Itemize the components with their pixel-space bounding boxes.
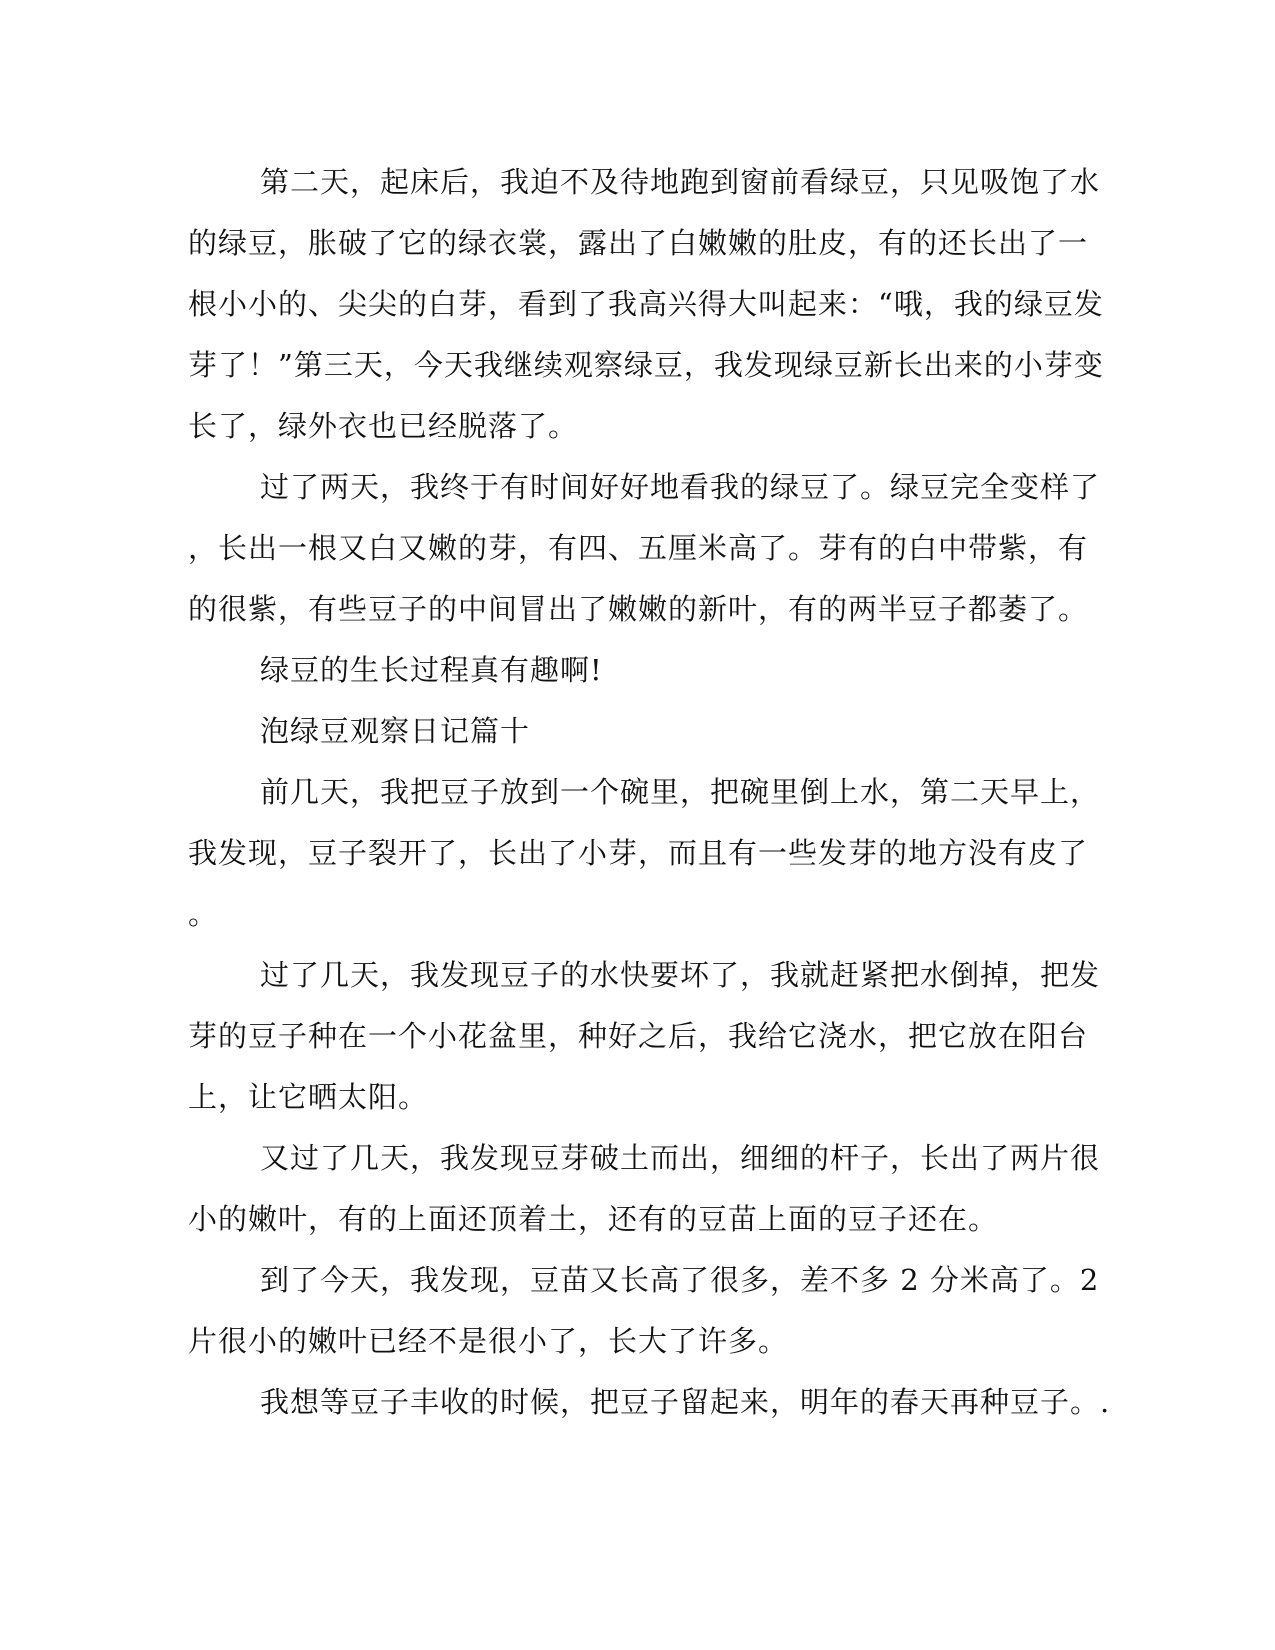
paragraph-1-line-5: 长了，绿外衣也已经脱落了。 (188, 409, 579, 443)
section-heading: 泡绿豆观察日记篇十 (260, 714, 531, 748)
paragraph-2-line-1: 过了两天，我终于有时间好好地看我的绿豆了。绿豆完全变样了 (260, 470, 1101, 504)
document-body (188, 152, 1111, 1433)
paragraph-7-line-2: 小的嫩叶，有的上面还顶着土，还有的豆苗上面的豆子还在。 (188, 1202, 999, 1236)
paragraph-6-line-2: 芽的豆子种在一个小花盆里，种好之后，我给它浇水，把它放在阳台 (188, 1019, 1089, 1053)
paragraph-1-line-4: 芽了！”第三天，今天我继续观察绿豆，我发现绿豆新长出来的小芽变 (188, 348, 1104, 382)
paragraph-5-line-1: 前几天，我把豆子放到一个碗里，把碗里倒上水，第二天早上， (260, 775, 1101, 809)
paragraph-2-line-3: 的很紫，有些豆子的中间冒出了嫩嫩的新叶，有的两半豆子都萎了。 (188, 592, 1089, 626)
paragraph-1-line-3: 根小小的、尖尖的白芽，看到了我高兴得大叫起来：“哦，我的绿豆发 (188, 287, 1104, 321)
paragraph-7-line-1: 又过了几天，我发现豆芽破土而出，细细的杆子，长出了两片很 (260, 1141, 1101, 1175)
paragraph-9-line-1: 我想等豆子丰收的时候，把豆子留起来，明年的春天再种豆子。. (260, 1385, 1111, 1419)
paragraph-5-line-2: 我发现，豆子裂开了，长出了小芽，而且有一些发芽的地方没有皮了 (188, 836, 1089, 870)
paragraph-1-line-2: 的绿豆，胀破了它的绿衣裳，露出了白嫩嫩的肚皮，有的还长出了一 (188, 226, 1089, 260)
paragraph-5-line-3: 。 (188, 897, 219, 931)
paragraph-3-line-1: 绿豆的生长过程真有趣啊! (260, 653, 603, 687)
paragraph-6-line-3: 上，让它晒太阳。 (188, 1080, 429, 1114)
paragraph-1-line-1: 第二天，起床后，我迫不及待地跑到窗前看绿豆，只见吸饱了水 (260, 165, 1101, 199)
paragraph-8-line-2: 片很小的嫩叶已经不是很小了，长大了许多。 (188, 1324, 789, 1358)
paragraph-6-line-1: 过了几天，我发现豆子的水快要坏了，我就赶紧把水倒掉，把发 (260, 958, 1101, 992)
paragraph-2-line-2: ，长出一根又白又嫩的芽，有四、五厘米高了。芽有的白中带紫，有 (188, 531, 1089, 565)
paragraph-8-line-1: 到了今天，我发现，豆苗又长高了很多，差不多 2 分米高了。2 (260, 1263, 1100, 1297)
